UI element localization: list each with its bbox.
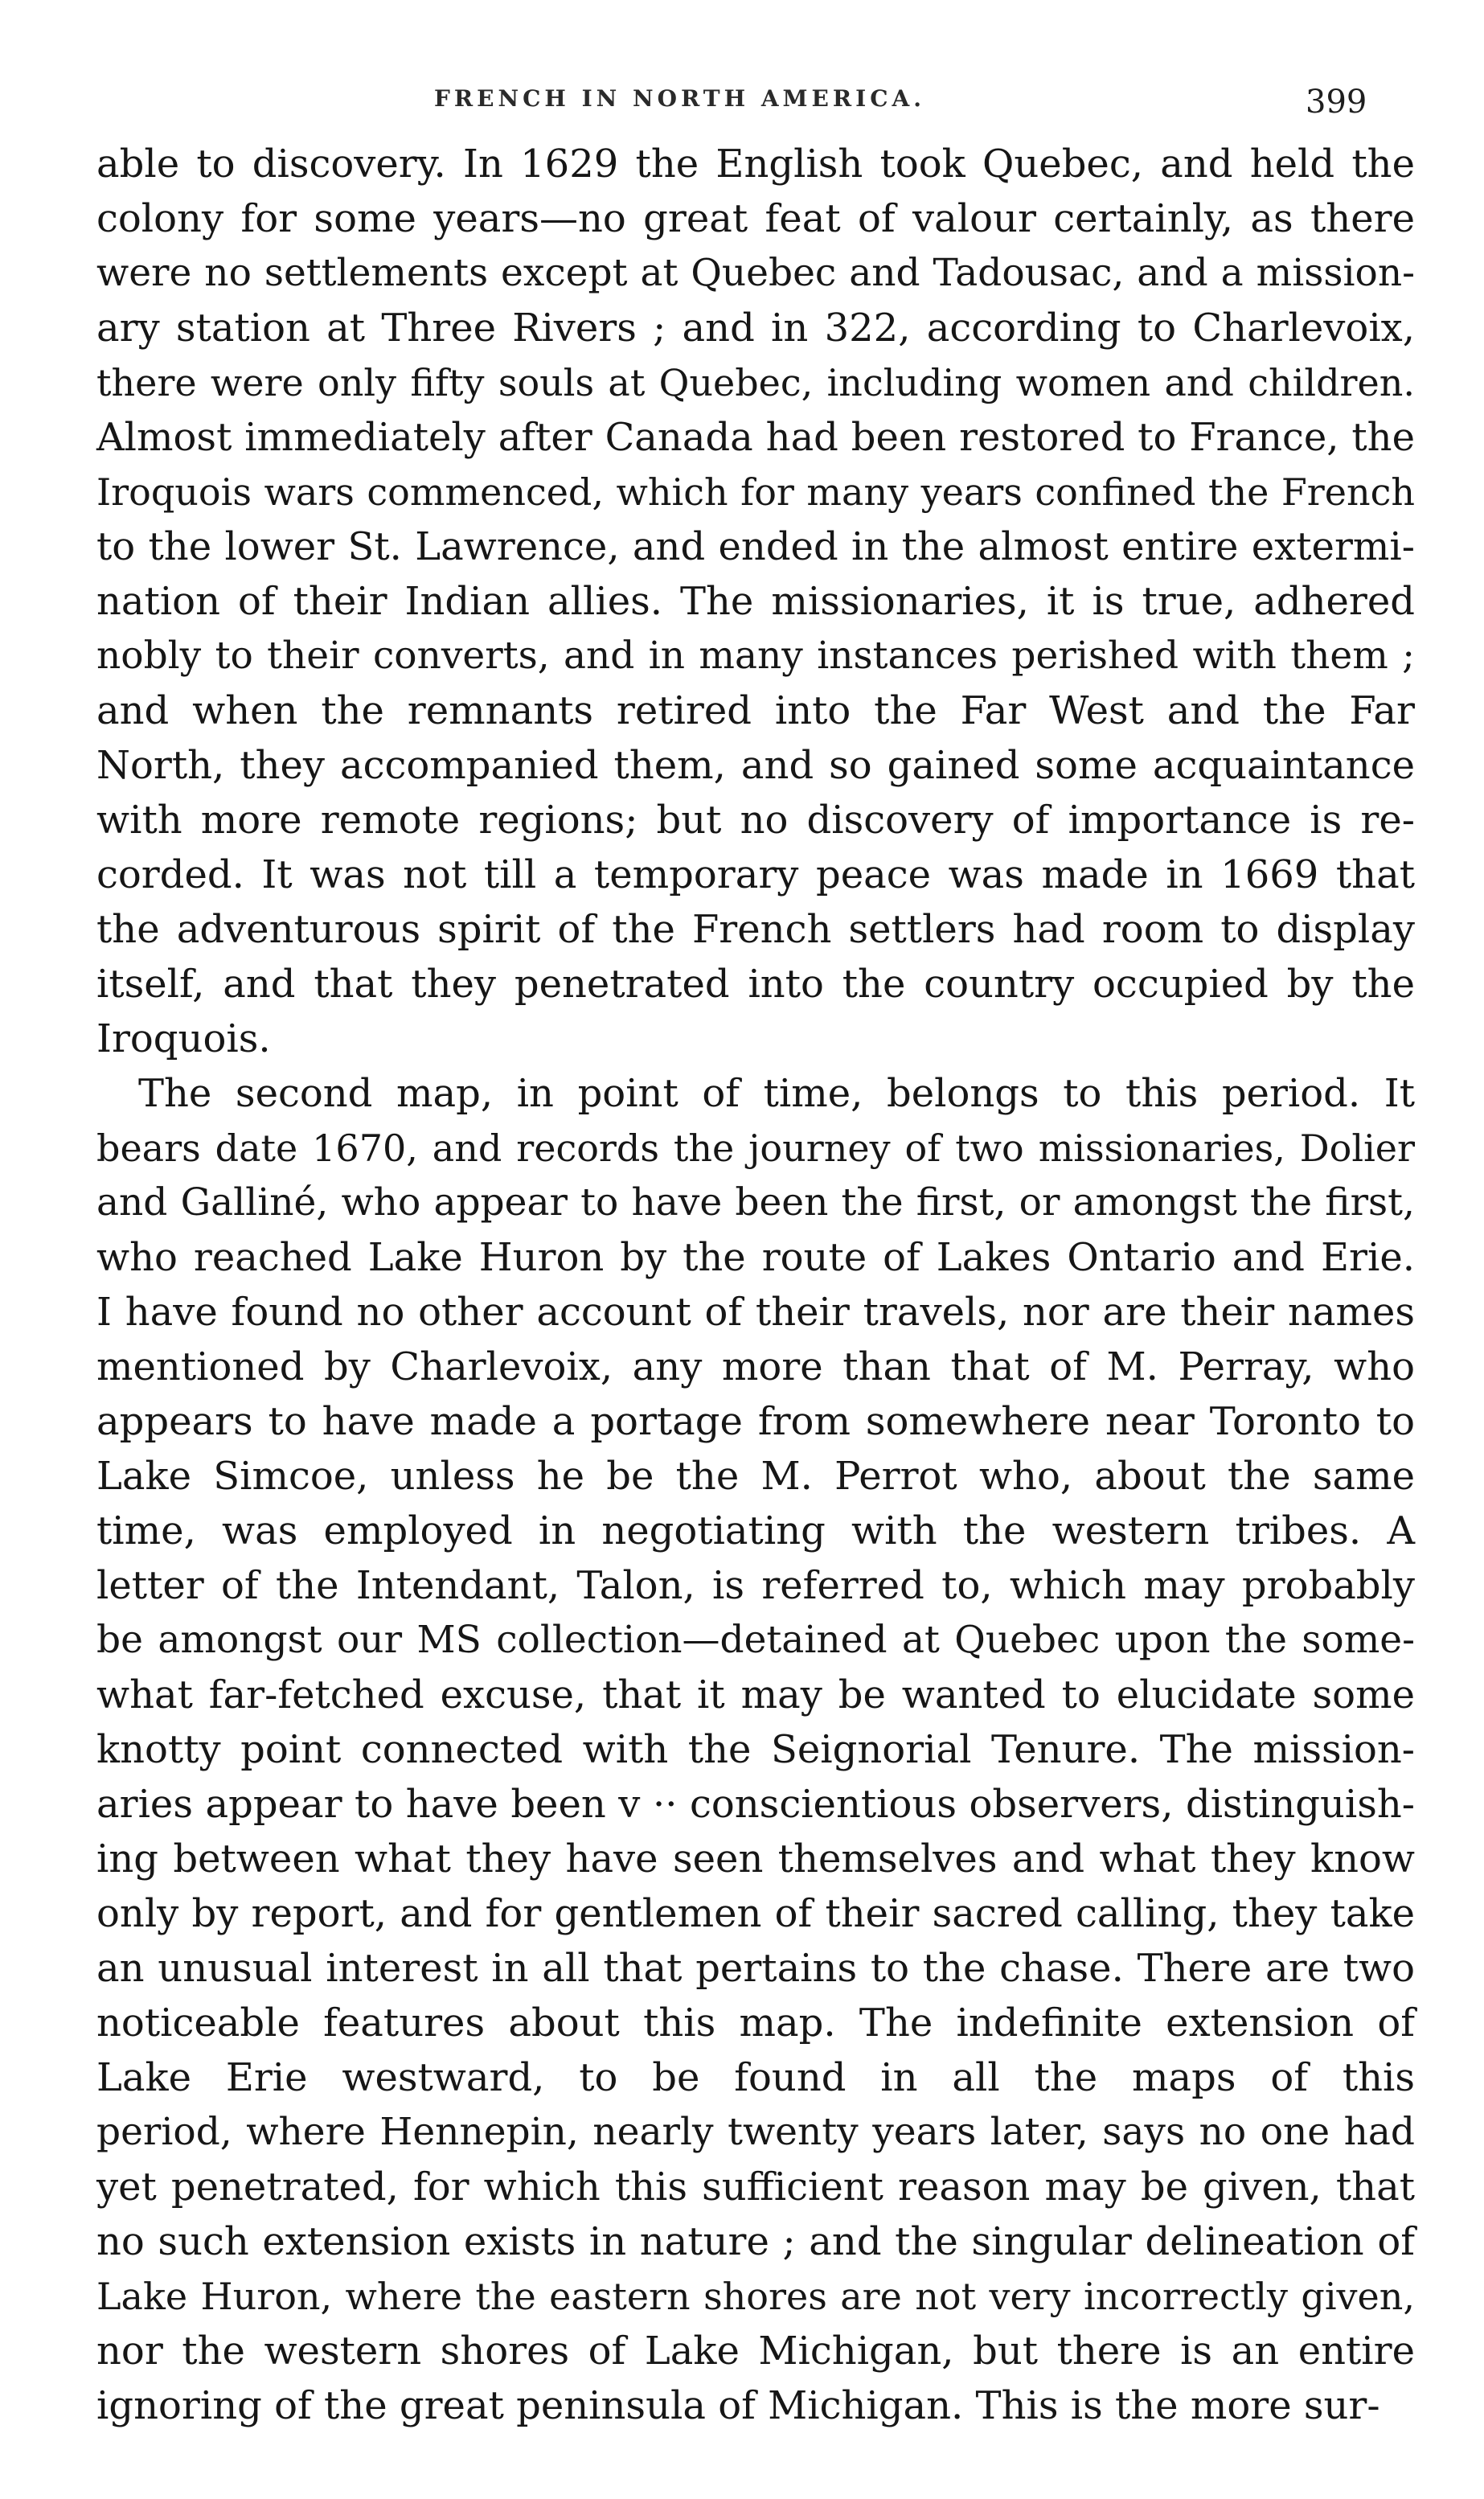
text-line: mentioned by Charlevoix, any more than that of M. Perray, who (96, 1344, 1415, 1389)
text-line: to the lower St. Lawrence, and ended in the almost entire extermi- (96, 524, 1415, 569)
text-line: nor the western shores of Lake Michigan, but there is an entire (96, 2329, 1415, 2374)
text-line: North, they accompanied them, and so gained some acquaintance (96, 743, 1415, 788)
text-line: The second map, in point of time, belongs to this period. It (138, 1071, 1415, 1116)
text-line: bears date 1670, and records the journey of two missionaries, Dolier (96, 1126, 1415, 1170)
text-line: Iroquois wars commenced, which for many years confined the French (96, 470, 1415, 514)
text-line: time, was employed in negotiating with the western tribes. A (96, 1508, 1415, 1553)
text-line: ing between what they have seen themselves and what they know (96, 1836, 1415, 1881)
text-line: knotty point connected with the Seignorial Tenure. The mission- (96, 1727, 1415, 1772)
text-line: appears to have made a portage from somewhere near Toronto to (96, 1399, 1415, 1444)
text-line: ignoring of the great peninsula of Michigan. This is the more sur- (96, 2383, 1380, 2428)
text-line: be amongst our MS collection—detained at Quebec upon the some- (96, 1618, 1415, 1662)
page-number: 399 (1306, 84, 1367, 121)
text-line: I have found no other account of their travels, nor are their names (96, 1290, 1415, 1335)
text-line: yet penetrated, for which this sufficient reason may be given, that (96, 2165, 1415, 2210)
paragraph (96, 1066, 1415, 2433)
text-line: itself, and that they penetrated into the country occupied by the (96, 962, 1415, 1007)
text-line: nation of their Indian allies. The missionaries, it is true, adhered (96, 579, 1415, 624)
text-line: and when the remnants retired into the Far West and the Far (96, 688, 1415, 733)
text-line: Lake Erie westward, to be found in all the maps of this (96, 2055, 1415, 2100)
text-line: with more remote regions; but no discovery of importance is re- (96, 798, 1415, 843)
running-head (0, 84, 1484, 132)
text-line: who reached Lake Huron by the route of Lakes Ontario and Erie. (96, 1235, 1415, 1280)
text-line: able to discovery. In 1629 the English took Quebec, and held the (96, 142, 1415, 187)
text-line: were no settlements except at Quebec and Tadousac, and a mission- (96, 251, 1415, 295)
text-line: noticeable features about this map. The indefinite extension of (96, 2000, 1415, 2046)
text-line: nobly to their converts, and in many instances perished with them ; (96, 634, 1415, 678)
paragraph (96, 137, 1415, 1066)
body-text (96, 137, 1415, 2433)
text-line: letter of the Intendant, Talon, is referred to, which may probably (96, 1563, 1415, 1608)
text-line: the adventurous spirit of the French settlers had room to display (96, 907, 1415, 952)
text-line: aries appear to have been v ·· conscientious observers, distinguish- (96, 1782, 1415, 1827)
text-line: Almost immediately after Canada had been restored to France, the (96, 415, 1415, 460)
text-line: no such extension exists in nature ; and the singular delineation of (96, 2219, 1415, 2264)
text-line: and Galliné, who appear to have been the first, or amongst the first, (96, 1180, 1415, 1225)
text-line: Lake Simcoe, unless he be the M. Perrot who, about the same (96, 1454, 1415, 1499)
text-line: Iroquois. (96, 1016, 271, 1061)
text-line: only by report, and for gentlemen of their sacred calling, they take (96, 1891, 1415, 1936)
text-line: Lake Huron, where the eastern shores are not very incorrectly given, (96, 2275, 1415, 2318)
text-line: there were only fifty souls at Quebec, including women and children. (96, 361, 1415, 404)
text-line: ary station at Three Rivers ; and in 322, according to Charlevoix, (96, 306, 1415, 351)
running-title: FRENCH IN NORTH AMERICA. (434, 85, 925, 112)
text-line: what far-fetched excuse, that it may be wanted to elucidate some (96, 1672, 1415, 1717)
text-line: colony for some years—no great feat of valour certainly, as there (96, 196, 1415, 241)
text-line: an unusual interest in all that pertains to the chase. There are two (96, 1946, 1415, 1991)
text-line: corded. It was not till a temporary peace was made in 1669 that (96, 852, 1415, 897)
text-line: period, where Hennepin, nearly twenty years later, says no one had (96, 2110, 1415, 2154)
